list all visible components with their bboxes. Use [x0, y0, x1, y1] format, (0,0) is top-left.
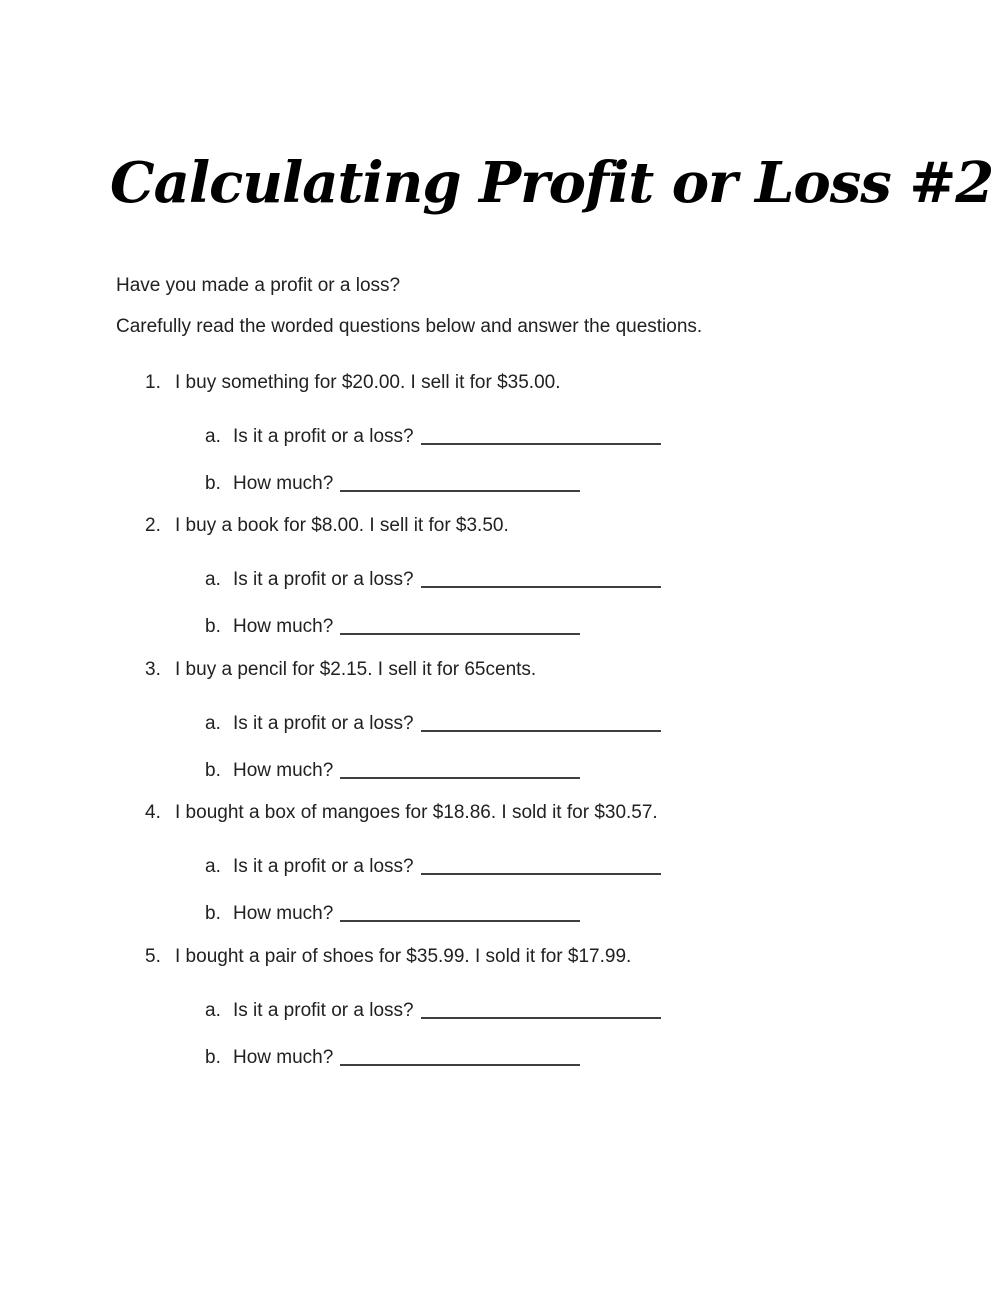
question-block-2	[0, 515, 1000, 635]
sub-question-label: b.	[205, 473, 221, 494]
sub-question-prompt: Is it a profit or a loss?	[233, 569, 414, 590]
sub-question-b	[205, 755, 580, 782]
sub-question-b	[205, 468, 580, 495]
sub-question-prompt: Is it a profit or a loss?	[233, 713, 414, 734]
question-text: I bought a box of mangoes for $18.86. I sold it for $30.57.	[175, 802, 658, 823]
question-line	[145, 515, 509, 537]
question-text: I bought a pair of shoes for $35.99. I sold it for $17.99.	[175, 946, 632, 967]
question-block-3	[0, 659, 1000, 779]
sub-question-prompt: How much?	[233, 473, 334, 494]
sub-question-prompt: How much?	[233, 903, 334, 924]
sub-question-prompt: How much?	[233, 616, 334, 637]
question-number: 5.	[145, 946, 161, 967]
question-line	[145, 802, 658, 824]
question-text: I buy a book for $8.00. I sell it for $3.50.	[175, 515, 509, 536]
answer-blank[interactable]	[421, 998, 661, 1019]
sub-question-b	[205, 611, 580, 638]
sub-question-prompt: How much?	[233, 1047, 334, 1068]
sub-question-label: a.	[205, 426, 221, 447]
question-line	[145, 946, 631, 968]
answer-blank[interactable]	[340, 758, 580, 779]
answer-blank[interactable]	[421, 711, 661, 732]
sub-question-label: a.	[205, 569, 221, 590]
sub-question-b	[205, 898, 580, 925]
intro-question: Have you made a profit or a loss?	[116, 275, 401, 296]
answer-blank[interactable]	[421, 854, 661, 875]
question-number: 3.	[145, 659, 161, 680]
sub-question-a	[205, 564, 661, 591]
sub-question-b	[205, 1042, 580, 1069]
sub-question-a	[205, 851, 661, 878]
sub-question-label: a.	[205, 713, 221, 734]
question-number: 4.	[145, 802, 161, 823]
sub-question-prompt: Is it a profit or a loss?	[233, 856, 414, 877]
sub-question-prompt: How much?	[233, 760, 334, 781]
answer-blank[interactable]	[421, 424, 661, 445]
sub-question-label: b.	[205, 616, 221, 637]
sub-question-a	[205, 708, 661, 735]
question-block-4	[0, 802, 1000, 922]
sub-question-prompt: Is it a profit or a loss?	[233, 426, 414, 447]
answer-blank[interactable]	[340, 1045, 580, 1066]
sub-question-label: a.	[205, 856, 221, 877]
intro-instructions: Carefully read the worded questions below and answer the questions.	[116, 316, 703, 337]
sub-question-label: b.	[205, 903, 221, 924]
answer-blank[interactable]	[340, 614, 580, 635]
sub-question-label: b.	[205, 760, 221, 781]
sub-question-a	[205, 995, 661, 1022]
sub-question-label: a.	[205, 1000, 221, 1021]
sub-question-label: b.	[205, 1047, 221, 1068]
question-text: I buy a pencil for $2.15. I sell it for 65cents.	[175, 659, 537, 680]
answer-blank[interactable]	[340, 901, 580, 922]
question-block-5	[0, 946, 1000, 1066]
question-block-1	[0, 372, 1000, 492]
sub-question-a	[205, 421, 661, 448]
answer-blank[interactable]	[421, 567, 661, 588]
question-line	[145, 659, 536, 681]
answer-blank[interactable]	[340, 471, 580, 492]
sub-question-prompt: Is it a profit or a loss?	[233, 1000, 414, 1021]
question-line	[145, 372, 561, 394]
question-number: 2.	[145, 515, 161, 536]
question-text: I buy something for $20.00. I sell it for $35.00.	[175, 372, 561, 393]
page-title: Calculating Profit or Loss #2	[110, 149, 994, 216]
question-number: 1.	[145, 372, 161, 393]
